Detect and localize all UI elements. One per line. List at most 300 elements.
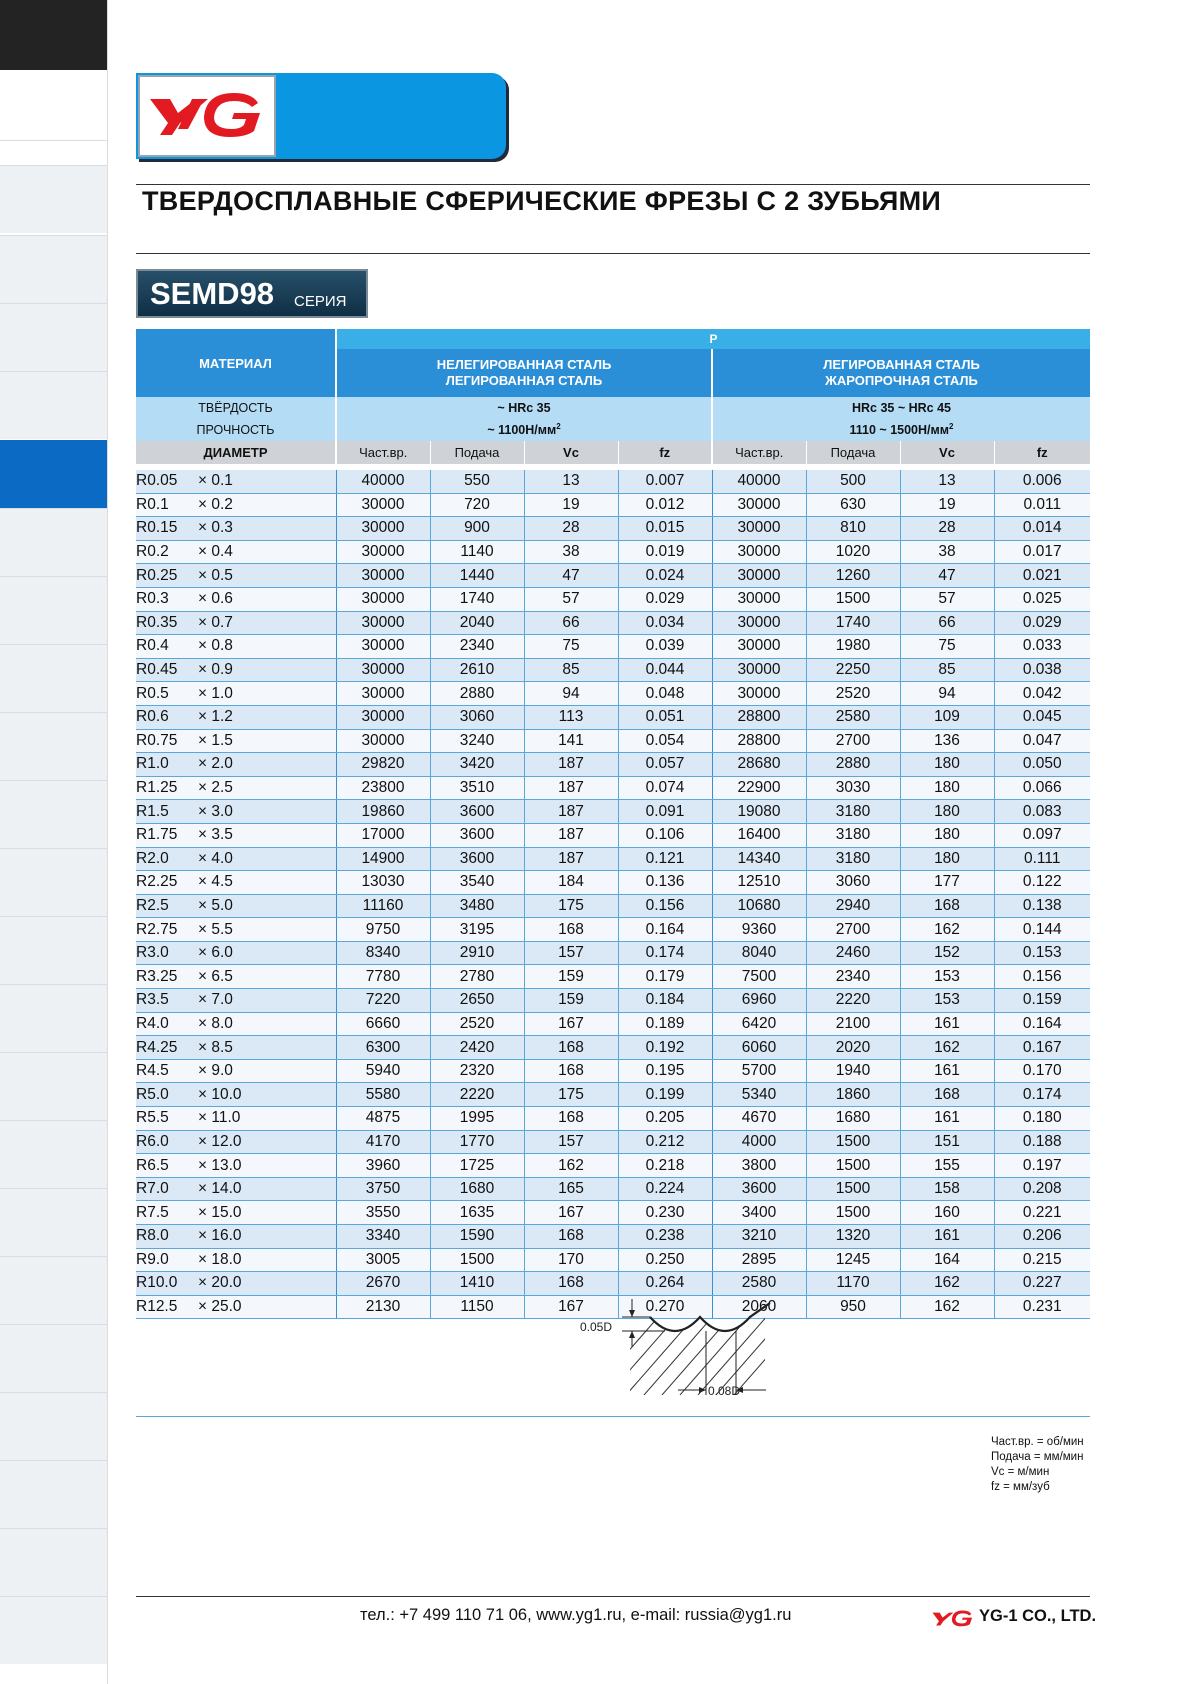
material-1-name: НЕЛЕГИРОВАННАЯ СТАЛЬ ЛЕГИРОВАННАЯ СТАЛЬ [336,349,712,397]
data-cell: 2320 [430,1059,524,1083]
data-cell: 3180 [806,847,900,871]
data-cell: 187 [524,800,618,824]
data-cell: 2650 [430,989,524,1013]
data-cell: 3195 [430,918,524,942]
sidebar-tab [0,848,107,916]
series-code: SEMD98 [150,276,275,311]
data-cell: 0.074 [618,776,712,800]
table-row [136,1201,1090,1225]
data-cell: 0.019 [618,540,712,564]
unit-line: Част.вр. = об/мин [991,1436,1084,1448]
data-cell: 1740 [430,587,524,611]
data-cell: 161 [900,1107,994,1131]
data-cell: 3005 [336,1248,430,1272]
data-cell: 75 [900,635,994,659]
data-cell: 1500 [806,1130,900,1154]
col-speed: Част.вр. [712,441,806,464]
data-cell: 0.264 [618,1272,712,1296]
data-cell: 0.197 [994,1154,1090,1178]
radius-value: R5.5 [136,1109,169,1127]
title-rule-bottom [136,253,1090,254]
data-cell: 0.034 [618,611,712,635]
radius-value: R3.25 [136,967,178,985]
radius-value: R12.5 [136,1298,178,1316]
data-cell: 9750 [336,918,430,942]
data-cell: 950 [806,1295,900,1319]
data-cell: 57 [524,587,618,611]
data-cell: 170 [524,1248,618,1272]
sidebar-tab [0,371,107,439]
data-cell: 0.156 [618,894,712,918]
sidebar-tab [0,1596,107,1664]
data-cell: 161 [900,1059,994,1083]
data-cell: 30000 [712,611,806,635]
table-row [136,965,1090,989]
data-cell: 0.136 [618,871,712,895]
data-cell: 0.138 [994,894,1090,918]
data-cell: 22900 [712,776,806,800]
data-cell: 0.014 [994,517,1090,541]
data-cell: 180 [900,823,994,847]
data-cell: 1170 [806,1272,900,1296]
data-cell: 0.024 [618,564,712,588]
material-1-strength: ~ $1100Н/мм^2$ [336,419,712,441]
diameter-cell [136,470,336,493]
table-row [136,682,1090,706]
diameter-cell [136,564,336,588]
unit-line: Подача = мм/мин [991,1451,1084,1463]
length-value: × 18.0 [198,1250,242,1268]
radius-value: R5.0 [136,1085,169,1103]
data-cell: 28 [524,517,618,541]
data-cell: 40000 [336,470,430,493]
data-cell: 2420 [430,1036,524,1060]
series-badge [136,269,368,318]
data-cell: 6060 [712,1036,806,1060]
data-cell: 2580 [712,1272,806,1296]
data-cell: 0.164 [994,1012,1090,1036]
data-cell: 0.029 [618,587,712,611]
yg-logo-icon [148,89,266,139]
data-cell: 168 [524,1272,618,1296]
data-cell: 164 [900,1248,994,1272]
table-row [136,587,1090,611]
data-cell: 0.192 [618,1036,712,1060]
data-cell: 5700 [712,1059,806,1083]
data-cell: 0.199 [618,1083,712,1107]
data-cell: 3540 [430,871,524,895]
data-cell: 3180 [806,823,900,847]
data-cell: 3060 [430,705,524,729]
data-cell: 1680 [430,1177,524,1201]
data-cell: 3400 [712,1201,806,1225]
data-cell: 2910 [430,941,524,965]
data-cell: 3180 [806,800,900,824]
data-cell: 2460 [806,941,900,965]
data-cell: 16400 [712,823,806,847]
data-cell: 0.097 [994,823,1090,847]
data-cell: 153 [900,965,994,989]
data-cell: 47 [900,564,994,588]
radius-value: R2.75 [136,920,178,938]
sidebar-tab [0,984,107,1052]
col-feed: Подача [806,441,900,464]
data-cell: 0.167 [994,1036,1090,1060]
strength-label: ПРОЧНОСТЬ [136,419,336,441]
data-cell: 28680 [712,753,806,777]
data-cell: 162 [900,1295,994,1319]
sidebar-tab [0,1528,107,1596]
data-cell: 4000 [712,1130,806,1154]
data-cell: 3750 [336,1177,430,1201]
length-value: × 16.0 [198,1227,242,1245]
table-row [136,1059,1090,1083]
data-cell: 180 [900,800,994,824]
unit-line: fz = мм/зуб [991,1481,1050,1493]
data-cell: 0.083 [994,800,1090,824]
radius-value: R6.5 [136,1156,169,1174]
data-cell: 10680 [712,894,806,918]
cutting-data-table [136,329,1090,1319]
diameter-cell [136,823,336,847]
data-cell: 158 [900,1177,994,1201]
length-value: × 25.0 [198,1298,242,1316]
data-cell: 3340 [336,1225,430,1249]
data-cell: 161 [900,1225,994,1249]
length-value: × 2.5 [198,779,233,797]
data-cell: 0.174 [994,1083,1090,1107]
data-cell: 0.184 [618,989,712,1013]
table-row [136,894,1090,918]
data-cell: 1940 [806,1059,900,1083]
data-cell: 2895 [712,1248,806,1272]
yg-footer-logo-icon [930,1609,976,1627]
table-row [136,918,1090,942]
data-cell: 5580 [336,1083,430,1107]
data-cell: 161 [900,1012,994,1036]
radius-value: R3.5 [136,991,169,1009]
data-cell: 187 [524,776,618,800]
footer-contacts: тел.: +7 499 110 71 06, www.yg1.ru, e-mail: russia@yg1.ru [360,1606,792,1624]
data-cell: 157 [524,941,618,965]
data-cell: 0.121 [618,847,712,871]
data-cell: 2880 [806,753,900,777]
data-cell: 30000 [712,564,806,588]
radius-value: R0.5 [136,684,169,702]
data-cell: 0.111 [994,847,1090,871]
diameter-cell [136,894,336,918]
material-1-hardness: ~ HRc 35 [336,397,712,419]
material-2-hardness: HRc 35 ~ HRc 45 [712,397,1090,419]
data-cell: 1680 [806,1107,900,1131]
data-cell: 2780 [430,965,524,989]
data-cell: 1410 [430,1272,524,1296]
length-value: × 6.0 [198,944,233,962]
radius-value: R0.4 [136,637,169,655]
data-cell: 38 [900,540,994,564]
data-cell: 4670 [712,1107,806,1131]
data-cell: 2130 [336,1295,430,1319]
data-cell: 167 [524,1012,618,1036]
data-cell: 8040 [712,941,806,965]
diameter-cell [136,965,336,989]
diameter-cell [136,1012,336,1036]
data-cell: 1500 [806,1201,900,1225]
data-cell: 3030 [806,776,900,800]
data-cell: 162 [900,918,994,942]
data-cell: 1020 [806,540,900,564]
data-cell: 1500 [806,1177,900,1201]
data-cell: 160 [900,1201,994,1225]
data-cell: 30000 [712,587,806,611]
radius-value: R0.25 [136,566,178,584]
data-cell: 136 [900,729,994,753]
sidebar-tab [0,440,107,508]
radius-value: R8.0 [136,1227,169,1245]
length-value: × 0.2 [198,495,233,513]
data-cell: 1260 [806,564,900,588]
data-cell: 168 [524,1107,618,1131]
data-cell: 175 [524,894,618,918]
data-cell: 0.195 [618,1059,712,1083]
radius-value: R0.75 [136,731,178,749]
data-cell: 1440 [430,564,524,588]
data-cell: 1320 [806,1225,900,1249]
diameter-cell [136,1248,336,1272]
data-cell: 2520 [806,682,900,706]
data-cell: 0.106 [618,823,712,847]
length-value: × 20.0 [198,1274,242,1292]
radius-value: R6.0 [136,1132,169,1150]
data-cell: 0.015 [618,517,712,541]
data-cell: 0.205 [618,1107,712,1131]
footer-rule [136,1596,1090,1597]
radius-value: R3.0 [136,944,169,962]
data-cell: 0.057 [618,753,712,777]
length-value: × 3.0 [198,802,233,820]
data-cell: 3510 [430,776,524,800]
radius-value: R0.6 [136,708,169,726]
data-cell: 1500 [806,587,900,611]
data-cell: 168 [524,1036,618,1060]
table-row [136,847,1090,871]
length-value: × 15.0 [198,1203,242,1221]
data-cell: 13 [524,470,618,493]
data-cell: 0.054 [618,729,712,753]
data-cell: 1140 [430,540,524,564]
table-row [136,823,1090,847]
col-feed: Подача [430,441,524,464]
data-cell: 1500 [430,1248,524,1272]
length-value: × 0.7 [198,613,233,631]
diameter-cell [136,1083,336,1107]
data-cell: 38 [524,540,618,564]
data-cell: 19 [524,493,618,517]
length-value: × 13.0 [198,1156,242,1174]
data-cell: 0.238 [618,1225,712,1249]
data-cell: 0.231 [994,1295,1090,1319]
data-cell: 85 [900,658,994,682]
table-row [136,776,1090,800]
sidebar-tab [0,576,107,644]
data-cell: 0.212 [618,1130,712,1154]
col-speed: Част.вр. [336,441,430,464]
diameter-cell [136,1154,336,1178]
page-title: ТВЕРДОСПЛАВНЫЕ СФЕРИЧЕСКИЕ ФРЕЗЫ С 2 ЗУБЬЯМИ [142,186,942,216]
table-row [136,1272,1090,1296]
radius-value: R4.5 [136,1062,169,1080]
data-cell: 168 [524,1225,618,1249]
data-cell: 720 [430,493,524,517]
radius-value: R1.0 [136,755,169,773]
length-value: × 0.6 [198,590,233,608]
table-row [136,705,1090,729]
length-value: × 8.5 [198,1038,233,1056]
data-cell: 0.047 [994,729,1090,753]
data-cell: 2220 [430,1083,524,1107]
radius-value: R4.25 [136,1038,178,1056]
data-cell: 29820 [336,753,430,777]
length-value: × 9.0 [198,1062,233,1080]
data-cell: 57 [900,587,994,611]
depth-label: 0.05D [580,1320,613,1334]
radius-value: R0.45 [136,661,178,679]
data-cell: 0.215 [994,1248,1090,1272]
length-value: × 3.5 [198,826,233,844]
data-cell: 1590 [430,1225,524,1249]
data-cell: 3420 [430,753,524,777]
data-cell: 180 [900,776,994,800]
length-value: × 0.1 [198,472,233,490]
data-cell: 0.250 [618,1248,712,1272]
material-group-label: P [336,329,1090,349]
data-cell: 1150 [430,1295,524,1319]
data-cell: 0.048 [618,682,712,706]
data-cell: 630 [806,493,900,517]
data-cell: 30000 [712,517,806,541]
length-value: × 4.0 [198,849,233,867]
data-cell: 30000 [336,611,430,635]
data-cell: 180 [900,753,994,777]
length-value: × 0.9 [198,661,233,679]
data-cell: 0.011 [994,493,1090,517]
sidebar-tab [0,1188,107,1256]
data-cell: 151 [900,1130,994,1154]
data-cell: 30000 [712,635,806,659]
data-cell: 13030 [336,871,430,895]
data-cell: 168 [524,918,618,942]
diameter-cell [136,682,336,706]
data-cell: 85 [524,658,618,682]
data-cell: 0.007 [618,470,712,493]
scallop-diagram [570,1295,835,1405]
data-cell: 0.044 [618,658,712,682]
data-cell: 2670 [336,1272,430,1296]
data-cell: 0.180 [994,1107,1090,1131]
diameter-cell [136,1201,336,1225]
length-value: × 14.0 [198,1180,242,1198]
data-cell: 167 [524,1201,618,1225]
data-cell: 30000 [336,705,430,729]
data-cell: 3480 [430,894,524,918]
data-cell: 0.189 [618,1012,712,1036]
radius-value: R1.75 [136,826,178,844]
data-cell: 47 [524,564,618,588]
length-value: × 6.5 [198,967,233,985]
data-cell: 23800 [336,776,430,800]
data-cell: 7220 [336,989,430,1013]
data-cell: 187 [524,823,618,847]
diameter-cell [136,1036,336,1060]
data-cell: 0.164 [618,918,712,942]
data-cell: 165 [524,1177,618,1201]
data-cell: 0.170 [994,1059,1090,1083]
diameter-cell [136,1130,336,1154]
data-cell: 810 [806,517,900,541]
data-cell: 28800 [712,705,806,729]
length-value: × 10.0 [198,1085,242,1103]
data-cell: 13 [900,470,994,493]
data-cell: 2700 [806,918,900,942]
radius-value: R1.5 [136,802,169,820]
data-cell: 30000 [712,682,806,706]
data-cell: 153 [900,989,994,1013]
length-value: × 1.5 [198,731,233,749]
table-row [136,1012,1090,1036]
data-cell: 0.218 [618,1154,712,1178]
data-cell: 159 [524,965,618,989]
table-row [136,517,1090,541]
data-cell: 2340 [806,965,900,989]
diameter-cell [136,989,336,1013]
data-cell: 30000 [336,564,430,588]
data-cell: 19080 [712,800,806,824]
logo-banner [136,73,506,159]
material-2-strength: 1110 ~ $1500Н/мм^2$ [712,419,1090,441]
data-cell: 0.227 [994,1272,1090,1296]
radius-value: R7.0 [136,1180,169,1198]
data-cell: 180 [900,847,994,871]
sidebar-tab [0,916,107,984]
col-fz: fz [994,441,1090,464]
material-header: МАТЕРИАЛ [136,329,336,397]
data-cell: 30000 [336,540,430,564]
data-cell: 0.021 [994,564,1090,588]
diameter-cell [136,540,336,564]
diameter-cell [136,776,336,800]
radius-value: R10.0 [136,1274,178,1292]
data-cell: 30000 [336,587,430,611]
diameter-cell [136,753,336,777]
divider [136,1416,1090,1417]
data-cell: 12510 [712,871,806,895]
data-cell: 75 [524,635,618,659]
table-row [136,989,1090,1013]
data-cell: 168 [900,1083,994,1107]
diameter-cell [136,1177,336,1201]
data-cell: 30000 [712,540,806,564]
sidebar-top-block [0,0,107,70]
data-cell: 900 [430,517,524,541]
data-cell: 2040 [430,611,524,635]
length-value: × 2.0 [198,755,233,773]
table-body [136,470,1090,1319]
sidebar-tab [0,1256,107,1324]
length-value: × 1.2 [198,708,233,726]
data-cell: 17000 [336,823,430,847]
data-cell: 6300 [336,1036,430,1060]
data-cell: 2340 [430,635,524,659]
